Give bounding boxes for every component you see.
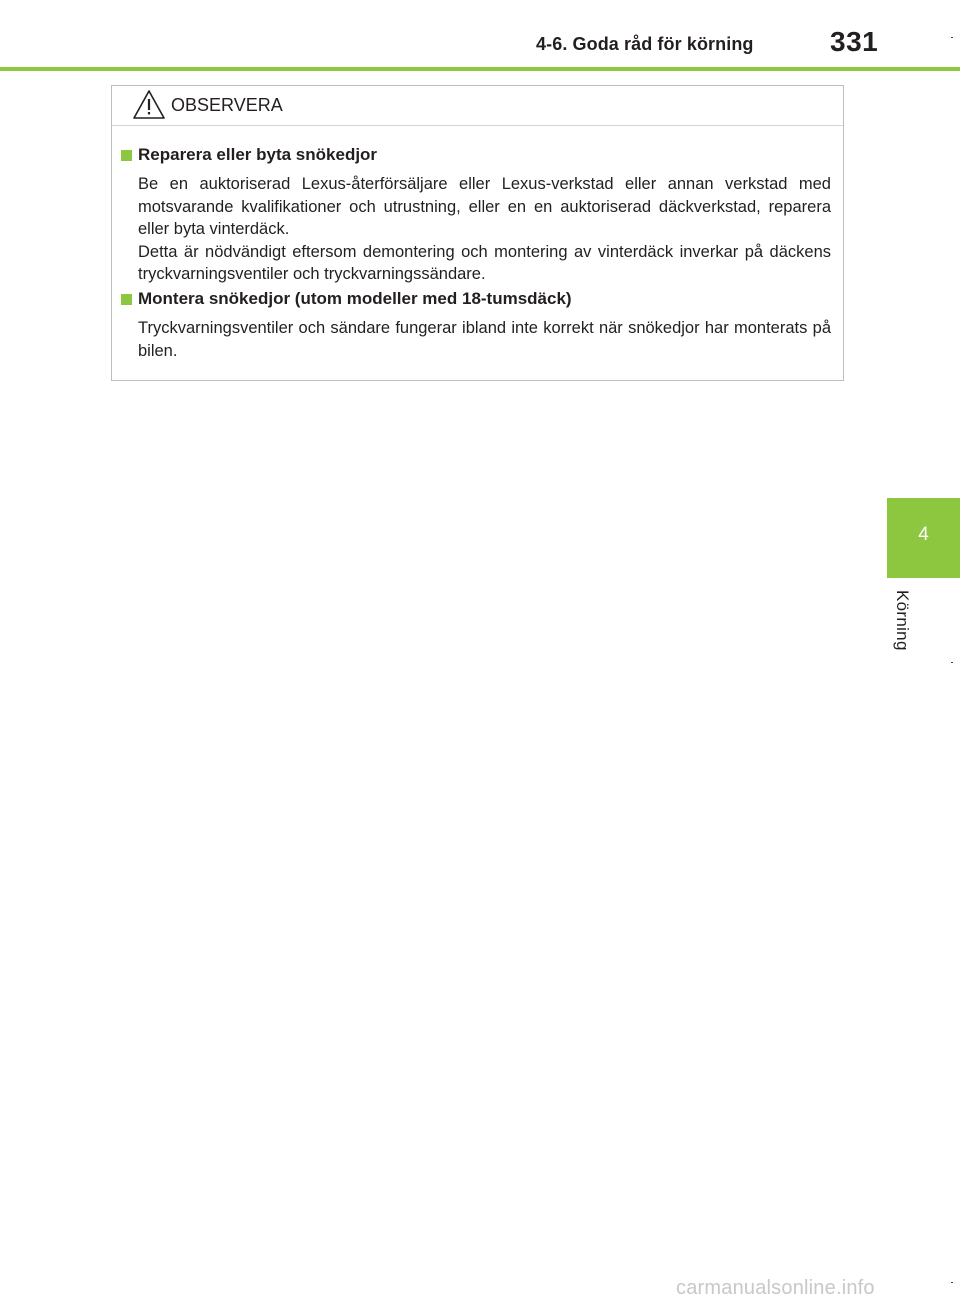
header-rule — [0, 67, 960, 71]
section-heading — [121, 144, 831, 166]
notice-box — [111, 85, 844, 381]
chapter-tab — [887, 498, 960, 578]
chapter-number: 4 — [918, 524, 929, 545]
section-heading-text: Reparera eller byta snökedjor — [138, 145, 378, 164]
bullet-square-icon — [121, 150, 132, 161]
notice-section — [121, 288, 831, 362]
body-paragraph: Detta är nödvändigt eftersom demontering och montering av vinterdäck inverkar på däckens tryckvarningsventiler och tryckvarningssändare. — [138, 242, 831, 283]
bullet-square-icon — [121, 294, 132, 305]
body-paragraph: Be en auktoriserad Lexus-återförsäljare eller Lexus-verkstad eller annan verkstad med motsvarande kvalifikationer och utrustning, eller en en auktoriserad däckverkstad, reparera eller byta vinterdäck. — [138, 175, 831, 238]
body-paragraph: Tryckvarningsventiler och sändare fungerar ibland inte korrekt när snökedjor har monterats på bilen. — [138, 319, 831, 360]
notice-header — [112, 86, 843, 126]
section-heading-text: Montera snökedjor (utom modeller med 18-tumsdäck) — [138, 289, 572, 308]
warning-triangle-icon — [132, 89, 166, 121]
section-body — [138, 173, 831, 286]
crop-mark — [951, 37, 953, 38]
watermark: carmanualsonline.info — [676, 1277, 875, 1299]
section-body — [138, 317, 831, 362]
header-section-title: 4-6. Goda råd för körning — [536, 34, 754, 54]
notice-section — [121, 144, 831, 286]
section-heading — [121, 288, 831, 310]
crop-mark — [951, 1282, 953, 1283]
notice-title: OBSERVERA — [171, 95, 283, 115]
page-number: 331 — [830, 26, 879, 57]
chapter-label — [880, 590, 920, 665]
crop-mark — [951, 662, 953, 663]
chapter-label-text: Körning — [893, 590, 912, 651]
